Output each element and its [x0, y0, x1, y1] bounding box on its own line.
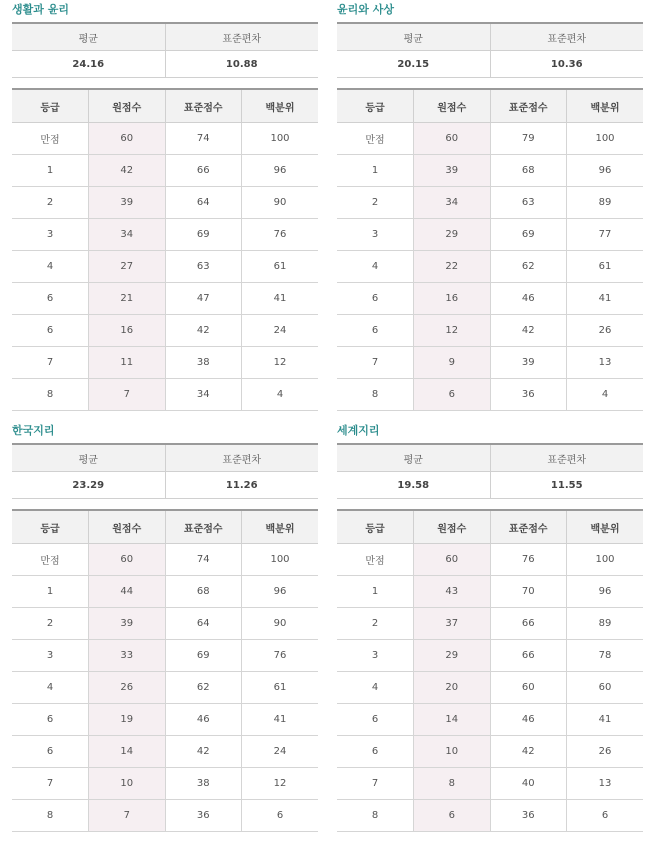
raw-score-cell: 10	[89, 768, 166, 800]
table-row	[337, 576, 643, 608]
grade-cell: 6	[337, 315, 414, 347]
raw-score-cell: 16	[89, 315, 166, 347]
percentile-cell: 77	[567, 219, 644, 251]
standard-score-cell: 63	[490, 187, 567, 219]
grade-table	[12, 88, 318, 411]
raw-score-cell: 43	[414, 576, 491, 608]
mean-header: 평균	[12, 444, 165, 472]
raw-score-cell: 9	[414, 347, 491, 379]
percentile-cell: 6	[567, 800, 644, 832]
table-row	[337, 704, 643, 736]
std-dev-value: 11.26	[165, 472, 318, 499]
raw-score-cell: 20	[414, 672, 491, 704]
mean-value: 23.29	[12, 472, 165, 499]
percentile-cell: 12	[242, 347, 319, 379]
standard-score-cell: 66	[490, 640, 567, 672]
subject-block	[12, 0, 318, 411]
percentile-cell: 4	[567, 379, 644, 411]
grade-cell: 6	[12, 704, 89, 736]
grade-cell: 2	[12, 608, 89, 640]
standard-score-cell: 64	[165, 608, 242, 640]
standard-score-cell: 66	[490, 608, 567, 640]
grade-cell: 1	[337, 155, 414, 187]
grade-cell: 1	[12, 576, 89, 608]
grade-cell: 8	[12, 800, 89, 832]
raw-score-cell: 42	[89, 155, 166, 187]
table-row	[337, 672, 643, 704]
mean-header: 평균	[337, 23, 490, 51]
percentile-cell: 24	[242, 736, 319, 768]
grade-cell: 3	[12, 640, 89, 672]
percentile-cell: 89	[567, 608, 644, 640]
grade-cell: 7	[12, 347, 89, 379]
standard-score-header: 표준점수	[165, 89, 242, 123]
standard-score-cell: 68	[490, 155, 567, 187]
percentile-cell: 100	[242, 544, 319, 576]
summary-table	[337, 443, 643, 499]
standard-score-cell: 76	[490, 544, 567, 576]
grade-cell: 만점	[337, 544, 414, 576]
standard-score-cell: 69	[490, 219, 567, 251]
standard-score-cell: 46	[490, 283, 567, 315]
table-row	[12, 544, 318, 576]
raw-score-cell: 26	[89, 672, 166, 704]
table-row	[337, 736, 643, 768]
table-row	[337, 155, 643, 187]
percentile-cell: 76	[242, 219, 319, 251]
standard-score-cell: 60	[490, 672, 567, 704]
percentile-cell: 78	[567, 640, 644, 672]
table-row	[337, 640, 643, 672]
raw-score-header: 원점수	[414, 89, 491, 123]
standard-score-cell: 68	[165, 576, 242, 608]
subject-block	[337, 0, 643, 411]
raw-score-cell: 39	[89, 608, 166, 640]
table-row	[12, 219, 318, 251]
percentile-cell: 41	[242, 704, 319, 736]
raw-score-cell: 29	[414, 640, 491, 672]
raw-score-cell: 22	[414, 251, 491, 283]
subject-title: 세계지리	[337, 424, 380, 437]
percentile-cell: 100	[567, 123, 644, 155]
table-row	[12, 379, 318, 411]
raw-score-cell: 6	[414, 800, 491, 832]
percentile-header: 백분위	[242, 89, 319, 123]
standard-score-header: 표준점수	[165, 510, 242, 544]
std-dev-value: 11.55	[490, 472, 643, 499]
grade-cell: 6	[337, 704, 414, 736]
summary-table	[12, 22, 318, 78]
table-row	[337, 347, 643, 379]
percentile-cell: 4	[242, 379, 319, 411]
percentile-cell: 100	[567, 544, 644, 576]
raw-score-cell: 14	[89, 736, 166, 768]
raw-score-cell: 7	[89, 379, 166, 411]
standard-score-cell: 36	[165, 800, 242, 832]
grade-cell: 3	[337, 640, 414, 672]
raw-score-cell: 34	[89, 219, 166, 251]
table-row	[337, 219, 643, 251]
raw-score-cell: 27	[89, 251, 166, 283]
raw-score-cell: 60	[89, 123, 166, 155]
mean-value: 20.15	[337, 51, 490, 78]
grade-cell: 8	[337, 379, 414, 411]
raw-score-cell: 33	[89, 640, 166, 672]
table-row	[12, 672, 318, 704]
table-row	[12, 187, 318, 219]
standard-score-cell: 42	[165, 736, 242, 768]
standard-score-cell: 42	[165, 315, 242, 347]
raw-score-cell: 6	[414, 379, 491, 411]
percentile-header: 백분위	[567, 89, 644, 123]
grade-cell: 2	[337, 187, 414, 219]
table-row	[12, 640, 318, 672]
standard-score-cell: 36	[490, 800, 567, 832]
grade-cell: 3	[337, 219, 414, 251]
table-row	[337, 379, 643, 411]
subject-title: 생활과 윤리	[12, 3, 69, 16]
raw-score-cell: 11	[89, 347, 166, 379]
spacer	[12, 499, 318, 509]
percentile-cell: 96	[567, 155, 644, 187]
raw-score-cell: 37	[414, 608, 491, 640]
grade-cell: 2	[337, 608, 414, 640]
mean-header: 평균	[337, 444, 490, 472]
percentile-header: 백분위	[242, 510, 319, 544]
percentile-cell: 13	[567, 347, 644, 379]
percentile-cell: 41	[242, 283, 319, 315]
percentile-cell: 12	[242, 768, 319, 800]
standard-score-cell: 47	[165, 283, 242, 315]
percentile-cell: 96	[242, 155, 319, 187]
table-row	[12, 704, 318, 736]
standard-score-cell: 46	[165, 704, 242, 736]
standard-score-header: 표준점수	[490, 89, 567, 123]
percentile-header: 백분위	[567, 510, 644, 544]
raw-score-header: 원점수	[89, 89, 166, 123]
grade-cell: 7	[337, 347, 414, 379]
raw-score-header: 원점수	[89, 510, 166, 544]
std-dev-header: 표준편차	[165, 444, 318, 472]
standard-score-header: 표준점수	[490, 510, 567, 544]
raw-score-cell: 29	[414, 219, 491, 251]
table-row	[12, 608, 318, 640]
raw-score-cell: 60	[89, 544, 166, 576]
table-row	[337, 768, 643, 800]
percentile-cell: 61	[242, 251, 319, 283]
table-row	[337, 123, 643, 155]
raw-score-cell: 19	[89, 704, 166, 736]
standard-score-cell: 66	[165, 155, 242, 187]
raw-score-cell: 21	[89, 283, 166, 315]
grade-cell: 2	[12, 187, 89, 219]
standard-score-cell: 39	[490, 347, 567, 379]
grade-cell: 만점	[12, 544, 89, 576]
table-row	[12, 347, 318, 379]
grade-header: 등급	[337, 510, 414, 544]
std-dev-header: 표준편차	[165, 23, 318, 51]
percentile-cell: 89	[567, 187, 644, 219]
raw-score-cell: 60	[414, 544, 491, 576]
percentile-cell: 41	[567, 283, 644, 315]
table-row	[12, 736, 318, 768]
standard-score-cell: 69	[165, 219, 242, 251]
grade-header: 등급	[337, 89, 414, 123]
standard-score-cell: 42	[490, 315, 567, 347]
standard-score-cell: 74	[165, 123, 242, 155]
subject-title: 한국지리	[12, 424, 55, 437]
raw-score-cell: 14	[414, 704, 491, 736]
raw-score-header: 원점수	[414, 510, 491, 544]
grade-cell: 6	[12, 315, 89, 347]
raw-score-cell: 39	[89, 187, 166, 219]
table-row	[337, 800, 643, 832]
grade-table	[337, 509, 643, 832]
grade-table	[12, 509, 318, 832]
table-row	[337, 544, 643, 576]
percentile-cell: 96	[242, 576, 319, 608]
table-row	[12, 283, 318, 315]
spacer	[12, 78, 318, 88]
standard-score-cell: 69	[165, 640, 242, 672]
percentile-cell: 13	[567, 768, 644, 800]
grade-cell: 4	[337, 251, 414, 283]
table-row	[12, 768, 318, 800]
grade-cell: 6	[12, 736, 89, 768]
spacer	[337, 78, 643, 88]
grade-cell: 8	[12, 379, 89, 411]
table-row	[12, 251, 318, 283]
subject-title: 윤리와 사상	[337, 3, 394, 16]
table-row	[337, 315, 643, 347]
grade-cell: 8	[337, 800, 414, 832]
grade-cell: 만점	[337, 123, 414, 155]
grade-cell: 6	[12, 283, 89, 315]
standard-score-cell: 42	[490, 736, 567, 768]
std-dev-value: 10.88	[165, 51, 318, 78]
percentile-cell: 60	[567, 672, 644, 704]
standard-score-cell: 62	[490, 251, 567, 283]
raw-score-cell: 10	[414, 736, 491, 768]
raw-score-cell: 34	[414, 187, 491, 219]
table-row	[337, 251, 643, 283]
standard-score-cell: 46	[490, 704, 567, 736]
percentile-cell: 26	[567, 736, 644, 768]
standard-score-cell: 62	[165, 672, 242, 704]
standard-score-cell: 38	[165, 768, 242, 800]
standard-score-cell: 38	[165, 347, 242, 379]
percentile-cell: 41	[567, 704, 644, 736]
standard-score-cell: 34	[165, 379, 242, 411]
standard-score-cell: 40	[490, 768, 567, 800]
standard-score-cell: 63	[165, 251, 242, 283]
spacer	[337, 499, 643, 509]
grade-cell: 7	[337, 768, 414, 800]
subject-block	[337, 421, 643, 832]
table-row	[12, 315, 318, 347]
grade-cell: 만점	[12, 123, 89, 155]
raw-score-cell: 8	[414, 768, 491, 800]
grade-cell: 4	[337, 672, 414, 704]
percentile-cell: 61	[567, 251, 644, 283]
raw-score-cell: 16	[414, 283, 491, 315]
grade-cell: 6	[337, 283, 414, 315]
std-dev-value: 10.36	[490, 51, 643, 78]
subject-block	[12, 421, 318, 832]
table-row	[337, 608, 643, 640]
grade-cell: 4	[12, 672, 89, 704]
percentile-cell: 61	[242, 672, 319, 704]
grade-cell: 7	[12, 768, 89, 800]
table-row	[12, 800, 318, 832]
standard-score-cell: 64	[165, 187, 242, 219]
percentile-cell: 24	[242, 315, 319, 347]
mean-value: 24.16	[12, 51, 165, 78]
percentile-cell: 26	[567, 315, 644, 347]
mean-header: 평균	[12, 23, 165, 51]
grade-header: 등급	[12, 89, 89, 123]
table-row	[337, 283, 643, 315]
percentile-cell: 96	[567, 576, 644, 608]
raw-score-cell: 60	[414, 123, 491, 155]
std-dev-header: 표준편차	[490, 444, 643, 472]
standard-score-cell: 36	[490, 379, 567, 411]
grade-cell: 1	[12, 155, 89, 187]
summary-table	[12, 443, 318, 499]
percentile-cell: 100	[242, 123, 319, 155]
percentile-cell: 90	[242, 608, 319, 640]
grade-table	[337, 88, 643, 411]
std-dev-header: 표준편차	[490, 23, 643, 51]
grade-cell: 1	[337, 576, 414, 608]
raw-score-cell: 12	[414, 315, 491, 347]
grade-cell: 3	[12, 219, 89, 251]
table-row	[12, 155, 318, 187]
table-row	[12, 576, 318, 608]
raw-score-cell: 44	[89, 576, 166, 608]
standard-score-cell: 70	[490, 576, 567, 608]
grade-header: 등급	[12, 510, 89, 544]
table-row	[337, 187, 643, 219]
raw-score-cell: 7	[89, 800, 166, 832]
raw-score-cell: 39	[414, 155, 491, 187]
summary-table	[337, 22, 643, 78]
table-row	[12, 123, 318, 155]
percentile-cell: 90	[242, 187, 319, 219]
grade-cell: 4	[12, 251, 89, 283]
standard-score-cell: 74	[165, 544, 242, 576]
grade-cell: 6	[337, 736, 414, 768]
percentile-cell: 76	[242, 640, 319, 672]
mean-value: 19.58	[337, 472, 490, 499]
percentile-cell: 6	[242, 800, 319, 832]
standard-score-cell: 79	[490, 123, 567, 155]
